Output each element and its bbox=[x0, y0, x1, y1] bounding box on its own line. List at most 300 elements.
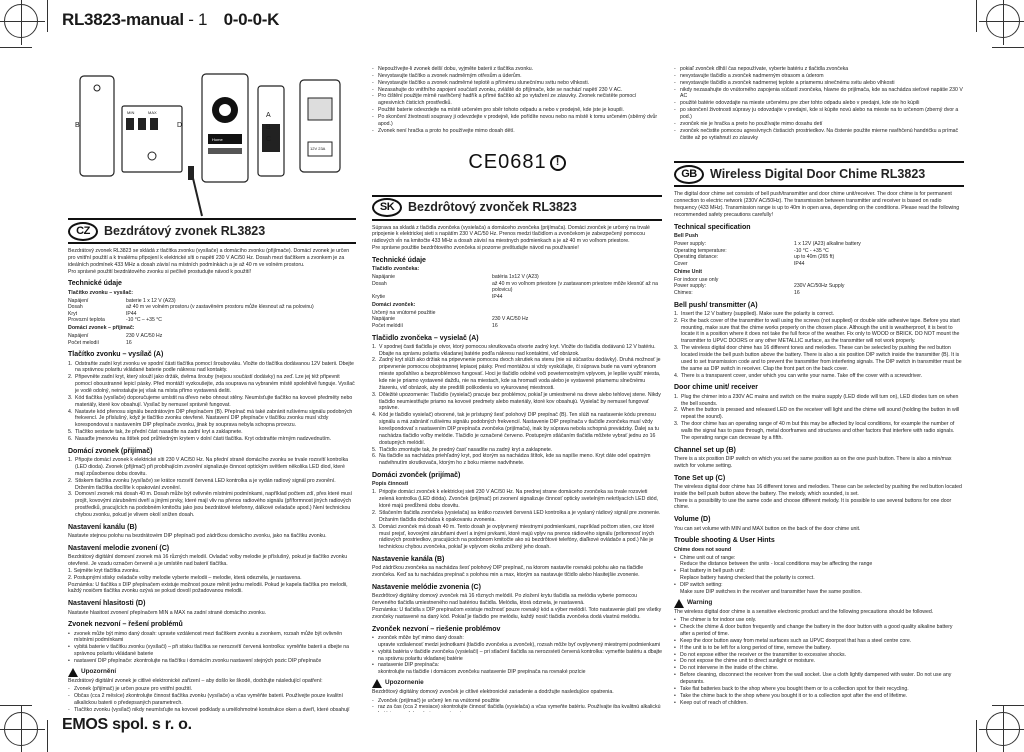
spec-value: baterie 1 x 12 V (A23) bbox=[126, 297, 176, 304]
sk-warn-title: Upozornenie bbox=[385, 679, 424, 687]
spec-key: Kryt bbox=[68, 310, 78, 317]
list-item bbox=[372, 80, 662, 87]
list-item bbox=[372, 128, 662, 135]
gb-intro: The digital door chime set consists of bell push/transmitter and door chime unit/receiver. The door chime is for permanent connection to electric network (230V AC/50Hz). The transmission between transmitter and receiver is based on radio frequency (433 MHz). Transmission range is up to 40m in open area, depending on the conditions. Please read the following recommended safety precautions carefully! bbox=[674, 191, 960, 219]
list-item-text: Nevystavujte tlačítko a zvonek nadměrné teplotě a přímému slunečnímu svitu nebo vlhkosti. bbox=[378, 79, 590, 86]
list-item bbox=[372, 107, 662, 114]
fig-label-b-left: B bbox=[75, 122, 80, 129]
list-item bbox=[674, 686, 964, 693]
list-item-text: nikdy nezasahujte do vnútorného zapojenia súčastí zvončeka, hlavne do prijímača, kde sa nachádza sieťové napätie 230 V AC bbox=[680, 86, 963, 100]
fig-label-b-right: B bbox=[266, 124, 271, 131]
cz-warning-heading bbox=[68, 668, 356, 677]
fig-label-c: C bbox=[266, 136, 272, 143]
fig-label-min: MIN bbox=[127, 110, 135, 115]
gb-title-bar bbox=[674, 161, 964, 187]
list-item-text: Po skončení životnosti soupravy ji odevzdejte v prodejně, kde pořídíte novou nebo na místě k tomu určeném (sběrný dvůr apod.) bbox=[378, 114, 658, 127]
list-item bbox=[372, 447, 662, 454]
spec-key: Napájení bbox=[68, 297, 89, 304]
cz-s3-title: Nastavení kanálu (B) bbox=[68, 523, 137, 531]
list-number: 3. bbox=[372, 391, 377, 398]
list-item bbox=[372, 453, 662, 467]
list-item-text: po skončení životnosti súpravy ju odovzdajte v predajni, kde si kúpite novú alebo na mieste na to určenom (zberný dvor a pod.) bbox=[680, 107, 959, 121]
gb-s6-sub: Chime does not sound bbox=[674, 546, 732, 553]
list-item-text: Do not expose the chime unit to direct sunlight or moisture. bbox=[680, 658, 816, 665]
list-number: 2. bbox=[674, 317, 679, 324]
gb-warn-list bbox=[674, 617, 964, 706]
cz-warn-list bbox=[68, 686, 356, 712]
list-item-text: použité batérie odovzdajte na mieste určenému pre zber tohto odpadu alebo v predajni, kde ste ho kúpili bbox=[680, 100, 920, 107]
sk-column bbox=[372, 66, 662, 712]
doc-code: RL3823-manual bbox=[62, 10, 184, 29]
list-item bbox=[68, 409, 356, 430]
warning-icon bbox=[68, 668, 78, 677]
list-number: 1. bbox=[68, 457, 73, 464]
crop-mark bbox=[0, 47, 32, 48]
spec-value: až 40 m ve volném prostoru (v zastavěném prostoru může klesnout až na polovinu) bbox=[126, 304, 314, 311]
list-number: 3. bbox=[372, 523, 377, 530]
gb-warn-title: Warning bbox=[687, 599, 713, 607]
list-item-text: Nasaďte jmenovku na štítek pod průhledným krytem v dolní části tlačítka. Kryt odstraňte mírným nadzvednutím. bbox=[75, 435, 332, 442]
cz-s6-list bbox=[68, 631, 356, 665]
cz-title-bar bbox=[68, 218, 356, 244]
list-item-text: zvonček nie je hračka a preto ho používajte mimo dosahu detí bbox=[680, 120, 823, 127]
list-item-text: Na tlačidle sa nachádza priehľadný kryt, pod ktorým sa nachádza štítok, kde sa napíše meno. Kryt dáte odel opatrným nadvihnutím skrutkovača, ktorým ho z boku mierne nadvihnete. bbox=[379, 453, 651, 467]
cz-chime-spec bbox=[68, 333, 356, 346]
list-item bbox=[674, 652, 964, 659]
list-item bbox=[674, 555, 964, 569]
list-item bbox=[372, 93, 662, 107]
list-number: 1. bbox=[68, 360, 73, 367]
list-number: 5. bbox=[68, 429, 73, 436]
list-item bbox=[674, 87, 964, 101]
spec-key: Počet melodií bbox=[68, 339, 99, 346]
sk-warn-list-continued bbox=[674, 66, 964, 141]
spec-key: Napájení bbox=[68, 333, 89, 340]
list-item bbox=[68, 374, 356, 395]
list-number: 3. bbox=[674, 345, 679, 352]
list-item bbox=[674, 73, 964, 80]
gb-s2-list bbox=[674, 394, 964, 442]
gb-s5-title: Volume (D) bbox=[674, 516, 711, 524]
spec-key: Power supply: bbox=[674, 283, 706, 290]
list-number: 2. bbox=[372, 357, 377, 364]
list-item bbox=[674, 624, 964, 638]
gb-s6-list bbox=[674, 555, 964, 596]
list-item-text: Pripojte domáci zvonček k elektrickej sieti 230 V AC/50 Hz. Na prednej strane domáceho zvončeka sa trvale rozsvieti zelená kontrolka (LED dióda). Zvonček (prijímač) pri zvonení signalizuje činnosť opticky svetelným nekrtlyacích LED diód, ktoré majú predĺženú dobu dosvitu. bbox=[379, 489, 659, 510]
gb-s3-text: There is a six position DIP switch on which you set the same position as on the one push button. There is also a min/max switch for volume setting. bbox=[674, 455, 952, 469]
registration-mark-icon bbox=[4, 4, 38, 38]
list-number: 2. bbox=[68, 477, 73, 484]
gb-column bbox=[674, 66, 964, 712]
registration-mark-icon bbox=[986, 712, 1020, 746]
list-item-text: When the button is pressed and released LED on the receiver will light and the chime will sound (holding the button in will repeat the sound). bbox=[681, 407, 960, 421]
list-number: 5. bbox=[372, 446, 377, 453]
spec-value: 16 bbox=[794, 290, 800, 296]
list-item bbox=[674, 582, 964, 596]
cz-s3-text: Nastavte stejnou polohu na bezdrátovém DIP přepínači pod zádrčkou domácího zvonku, jako na tlačítku zvonku. bbox=[68, 533, 327, 540]
gb-chime-spec bbox=[674, 283, 964, 296]
list-number: 2. bbox=[68, 374, 73, 381]
sk-s1-list bbox=[372, 344, 662, 467]
list-item bbox=[68, 361, 356, 375]
sk-button-spec bbox=[372, 274, 662, 300]
sk-s4-text: Bezdrôtový digitálny domový zvonček má 16 rôznych melódií. Po zložení krytu tlačidla sa melódia vyberie pomocou červeného tlačidla umiestneného nad batériou tlačidla. Melódia, ktorá odznela, je nastavená. Poznámka: U tlačidla s DIP prepínačom existuje možnosť pouze rovnaký kód a výber melódií. Toto nastavenie platí pre všetky zvončeky nastavené na daný kód. Pokiaľ je tlačidlo pre melódiu, každý nosič tlačidla zvončeka dodá vlastnú melódiu. bbox=[372, 593, 662, 620]
list-item bbox=[372, 489, 662, 510]
list-item bbox=[68, 693, 356, 707]
list-item-text: vybitá batéria v tlačidle zvončeka (vysielači) – pri stlačení tlačidla sa nerozsvieti červená kontrolka: vymeňte batériu a dbajte na správnu polaritu vkladanej batérie bbox=[378, 648, 662, 662]
cz-warn-intro: Bezdrátový digitální zvonek je citlivé elektronické zařízení – aby došlo ke škodě, dodržujte následující opatření: bbox=[68, 677, 323, 684]
spec-key: Počet melódií bbox=[372, 322, 403, 329]
list-item-text: Stlačením tlačidla zvončeka (vysielača) sa krátko rozsvieti červená LED kontrolka a je vyslaný rádiový signál pre zvonenie. Držaním tlačidla dochádza k opakovaniu zvonenia. bbox=[379, 510, 661, 523]
list-item-text: Tlačítko sestavte tak, že přední část nasadíte na zadní kryt a zaklapnete. bbox=[75, 429, 243, 436]
spec-key: Chimes: bbox=[674, 290, 693, 296]
cz-warn-title: Upozornění bbox=[81, 668, 117, 676]
list-item-text: Insert the 12 V battery (supplied). Make sure the polarity is correct. bbox=[681, 310, 835, 317]
cz-s5-text: Nastavte hlasitost zvonení přepínačem MIN a MAX na zadní straně domácího zvonku. bbox=[68, 609, 267, 616]
crop-mark bbox=[47, 720, 48, 752]
list-item-text: raz za čas (cca 2 mesiace) skontrolujte činnosť tlačidla (vysielača) a včas vymeňte batériu. Používajte iba kvalitnú alkalickú bbox=[378, 704, 661, 711]
spec-key: Power supply: bbox=[674, 241, 706, 248]
gb-s6-title: Trouble shooting & User Hints bbox=[674, 537, 775, 545]
list-item bbox=[674, 100, 964, 107]
registration-mark-icon bbox=[4, 712, 38, 746]
list-item bbox=[68, 631, 356, 645]
list-number: 1. bbox=[674, 310, 679, 317]
page-number: 1 bbox=[198, 10, 208, 29]
doc-version: 0-0-0-K bbox=[223, 10, 280, 29]
cz-s4-title: Nastavení melodie zvonení (C) bbox=[68, 544, 170, 552]
gb-s1-title: Bell push/ transmitter (A) bbox=[674, 301, 758, 309]
fig-label-brand: Home bbox=[212, 137, 223, 142]
spec-value: IP44 bbox=[794, 260, 805, 267]
fig-label-d: D bbox=[177, 122, 183, 129]
list-number: 2. bbox=[372, 510, 377, 516]
list-item-text: Odstraňte zadní kryt zvonku ve spodní části tlačítka pomocí šroubováku. Vložte do tlačítka dodávanou 12V baterii. Dbejte na správnou polaritu vkládané baterie podle nákresu nad kontakty. bbox=[75, 360, 354, 374]
fig-label-a: A bbox=[266, 112, 271, 119]
list-item bbox=[674, 345, 964, 372]
list-item-text: Keep out of reach of children. bbox=[680, 699, 748, 706]
list-item bbox=[674, 568, 964, 582]
list-item-text: Fix the back cover of the transmitter to wall using the screws (not supplied) or double side adhesive tape. Before you start mounting, make sure that the chime works properly on the chosen place. Although the unit is weatherproof, it is best to locate it in a position where it does not take the full force of the weather. Fix only to WOOD or BRICK. DO NOT mount the transmitter to UPVC DOORS or any other METALLIC surface, as the transmitter will not work properly. bbox=[681, 317, 960, 345]
list-item bbox=[68, 644, 356, 658]
sk-title-bar bbox=[372, 195, 662, 221]
fig-label-battery: 12V 23A bbox=[310, 146, 326, 151]
cz-button-spec bbox=[68, 298, 356, 324]
cz-intro: Bezdrátový zvonek RL3823 se skládá z tlačítka zvonku (vysílače) a domácího zvonku (přijímače). Domácí zvonek je určen pro vnitřní použití a k trvalému připojení k elektrické síti o napětí 230 V AC/50 Hz. Dosah mezi tlačítkem a zvonkem je za ideálních podmínek 433 MHz a dosah závisí na místních podmínkách a je až 40 m ve volném prostoru. Pro správné použití bezdrátového zvonku si pečlivě prostudujte návod k použití! bbox=[68, 248, 350, 275]
spec-value: 1 x 12V (A23) alkaline battery bbox=[794, 241, 861, 248]
spec-key: Cover bbox=[674, 260, 688, 267]
list-item bbox=[372, 392, 662, 413]
list-item-text: There is a transparent cover, under which you can write your name. Take off the cover with a screwdriver. bbox=[681, 372, 923, 379]
list-item-text: Nevystavujte tlačítko a zvonek nadměrným otřesům a úderům. bbox=[378, 72, 522, 79]
list-item-text: Zvonček (prijímač) je určený len na vnútorné použitie bbox=[378, 697, 500, 704]
list-item-text: Stiskem tlačítka zvonku (vysílače) se krátce rozsvítí červená LED kontrolka a je vydán radiový signál pro zvonění. Držením tlačítka docílíte k opakování zvonění. bbox=[75, 477, 336, 491]
list-item bbox=[674, 80, 964, 87]
gb-s4-text: The wireless digital door chime has 16 different tones and melodies. These can be selected by pushing the red button located inside the bell push button above the battery. The melody, which sounded, is set. There is a possibility to use the same code and choose different melody. It is possible to use several buttons for one door chime. bbox=[674, 483, 962, 511]
registration-mark-icon bbox=[986, 4, 1020, 38]
list-item-text: Zadný kryt slúži ako držiak na pripevnenie pomocou dvoch skrutiek na stenu (nie sú súčasťou dodávky). Druhá možnosť je pripevnenie pomocou obojstrannej lepiacej pásky. Pred montážou si vždy vyskúšajte, či súprava bude na vami vybranom mieste spoľahlivo a bezproblémovo fungovať. Hoci je tlačidlo odolné voči poveternostným vplyvom, je lepšie využiť miesta, kde nie je priamo vystavené dažďu, nie na miestach, kde sa hromadí voda alebo je vystavené priamemu slnečnému žiareniu, viď obrázok, aby ste predišli poškodeniu vo vykurovanej miestnosti. bbox=[379, 357, 661, 391]
list-item bbox=[372, 412, 662, 446]
list-item bbox=[674, 617, 964, 624]
list-item bbox=[674, 373, 964, 380]
list-item bbox=[674, 407, 964, 421]
list-item bbox=[674, 672, 964, 686]
sk-title: Bezdrôtový zvonček RL3823 bbox=[408, 200, 577, 215]
sk-s3-title: Nastavenie kanála (B) bbox=[372, 556, 445, 564]
list-item-text: Flat battery in bell push unit: Replace battery having checked that the polarity is correct. bbox=[680, 568, 815, 582]
list-item bbox=[372, 344, 662, 358]
spec-value: IP44 bbox=[492, 294, 503, 301]
list-item-text: Plug the chimer into a 230V AC mains and switch on the mains supply (LED diode will turn on), LED diodes turn on when the bell sounds. bbox=[681, 393, 959, 407]
sk-tech-title: Technické údaje bbox=[372, 257, 426, 265]
crop-mark bbox=[976, 720, 977, 752]
sk-warn-intro: Bezdrôtový digitálny domový zvonček je citlivé elektronické zariadenie a dodržujte nasledujúce opatrenia. bbox=[372, 689, 614, 696]
list-item bbox=[674, 693, 964, 700]
list-item-text: Take flat batteries back to the shop where you bought them or to a collection spot for their recycling. bbox=[680, 685, 909, 692]
list-item-text: Do not expose either the receiver or the transmitter to excessive shocks. bbox=[680, 651, 847, 658]
list-item bbox=[674, 311, 964, 318]
list-item bbox=[674, 128, 964, 142]
spec-value: 230 V AC/50 Hz bbox=[492, 316, 529, 323]
list-item-text: Kód je tlačidlo vysielač) otvorené, tak je prístupný šesť polohový DIP prepínač (B). Ten slúži na nastavenie kódu prenosu signálu a má zabrániť rušivému signálu podobných frekvencií. Nastavenie DIP prepínača v tlačidle zvončeka musí vždy korešpondovať s nastavením DIP prepínača zvončeka (prijímača), inak by súprava nebola schopná prevádzky. Ďalej sa tu nachádza tlačidlo voľby melódie. Tlačidlo je označené červeno. Postupným stláčaním tlačidla môžete vybrať jednu zo 16 dostupných melódií. bbox=[379, 412, 660, 446]
list-item-text: Použité baterie odevzdejte na místě určeném pro sběr tohoto odpadu a nebo v prodejně, kde jste je koupili. bbox=[378, 107, 624, 114]
sk-badge: SK bbox=[372, 198, 402, 217]
spec-key: Provozní teplota bbox=[68, 317, 105, 324]
sk-chime-sub: Domáci zvonček: bbox=[372, 301, 416, 308]
list-item-text: V spodnej časti tlačidla je otvor, ktorý pomocou skrutkovača otvorte zadný kryt. Vložte do tlačidla dodávanú 12 V batériu. Dbajte na správnu polaritu vkladanej batérie podľa nákresu nad kontaktmi, viď obrázok. bbox=[379, 343, 656, 357]
gb-badge: GB bbox=[674, 165, 704, 184]
spec-value bbox=[492, 310, 662, 317]
spec-key: Napájanie bbox=[372, 316, 395, 323]
list-item-text: Občas (cca 2 měsíce) zkontrolujte činnost tlačítka zvonku (vysílače) a včas vyměňte baterii. Používejte pouze kvalitní alkalickou baterii o předepsaných parametrech. bbox=[74, 693, 344, 707]
list-item-text: Připojte domácí zvonek k elektrické síti 230 V AC/50 Hz. Na přední straně domácího zvonku se trvale rozsvítí kontrolka (LED dioda). Zvonek (přijímač) při probíhajícím zvonění signalizuje činnost optickým světlem několika LED diod, které mají způsobenou dobu dosvitu. bbox=[75, 457, 349, 477]
list-item-text: Pro čištění použijte mírně navlhčený hadřík a přímé tlačítko až po vytažení ze zásuvky. Zvonek nečistěte pomocí agresivních čisticích prostředků. bbox=[378, 93, 637, 107]
spec-value: batéria 1x12 V (A23) bbox=[492, 274, 539, 281]
gb-s2-title: Door chime unit/ receiver bbox=[674, 384, 759, 392]
list-item bbox=[372, 704, 662, 712]
list-item-text: Dôležité upozornenie: Tlačidlo (vysielač) pracuje bez problémov, pokiaľ je umiestnené na dreve alebo tehlovej stene. Nikdy tlačidlo neumiestňujte priamo na kovové predmety alebo materiály, ktoré kov obsahujú. Vysielač by nemusel fungovať správne. bbox=[379, 391, 661, 412]
list-item-text: nevystavujte tlačidlo a zvonček nadmerným otrasom a úderom bbox=[680, 72, 824, 79]
gb-tech-title: Technical specification bbox=[674, 223, 751, 231]
spec-value: -10 °C - +35 °C bbox=[794, 247, 829, 254]
cz-s2-title: Domácí zvonek (přijímač) bbox=[68, 447, 153, 455]
spec-key: Napájanie bbox=[372, 274, 395, 281]
cz-badge: CZ bbox=[68, 222, 98, 241]
list-item bbox=[674, 66, 964, 73]
company-name: EMOS spol. s r. o. bbox=[62, 716, 192, 733]
list-number: 4. bbox=[674, 372, 679, 379]
spec-key: Určený na vnútorné použitie bbox=[372, 309, 436, 316]
warning-icon bbox=[372, 679, 382, 688]
sk-s5-title: Zvonček nezvoní – riešenie problémov bbox=[372, 625, 501, 633]
cz-button-sub: Tlačítko zvonku – vysílač: bbox=[68, 289, 134, 296]
list-item-text: Nepoužívejte-li zvonek delší dobu, vyjměte baterii z tlačítka zvonku. bbox=[378, 66, 534, 72]
sk-s2-sub: Popis činnosti bbox=[372, 481, 409, 488]
spec-value: 16 bbox=[492, 322, 498, 329]
sk-s2-title: Domáci zvonček (prijímač) bbox=[372, 472, 461, 480]
gb-chime-note: For indoor use only bbox=[674, 276, 719, 283]
cz-s6-title: Zvonek nezvoní – řešení problémů bbox=[68, 621, 183, 629]
list-item bbox=[372, 114, 662, 128]
list-item bbox=[372, 87, 662, 94]
cz-s2-list bbox=[68, 457, 356, 519]
list-item bbox=[674, 107, 964, 121]
sk-button-sub: Tlačidlo zvončeka: bbox=[372, 266, 420, 273]
sk-s3-text: Pod zádrčkou zvončeka sa nachádza šesť polohový DIP prepínač, na ktorom nastavíte rovnakú polohu ako na tlačidle zvončeka. Keď sa tu nachádza prepínač s polohou min a max, ktorým sa nastavuje tlčidlo alebo hlasitejšie zvonenie. bbox=[372, 565, 644, 579]
list-item-text: Check the chime & door button frequently and change the battery in the door button with a good quality alkaline battery after a period of time. bbox=[680, 624, 953, 637]
list-item bbox=[674, 700, 964, 707]
list-number: 4. bbox=[372, 412, 377, 419]
ce-mark: CE0681 bbox=[468, 151, 547, 174]
crop-mark bbox=[992, 47, 1024, 48]
list-item bbox=[372, 698, 662, 705]
list-item bbox=[68, 658, 356, 665]
cz-s1-list bbox=[68, 361, 356, 443]
crop-mark bbox=[992, 705, 1024, 706]
alert-circle-icon: ! bbox=[550, 155, 566, 171]
list-item bbox=[372, 662, 662, 676]
cz-column bbox=[68, 218, 356, 712]
list-item bbox=[372, 649, 662, 663]
list-item bbox=[674, 318, 964, 345]
list-item bbox=[68, 686, 356, 693]
spec-value: -10 °C – +35 °C bbox=[126, 317, 162, 324]
list-number: 1. bbox=[674, 393, 679, 400]
list-item-text: Tlačidlo zmontujte tak, že predný časť nasadíte na zadný kryt a zaklapnete. bbox=[379, 446, 553, 453]
list-item-text: Keep the door button away from metal surfaces such as UPVC doorpost that has a steel centre core. bbox=[680, 637, 912, 644]
sk-intro: Súprava sa skladá z tlačidla zvončeka (vysielača) a domáceho zvončeka (prijímača). Domáci zvonček je určený na trvalé pripojenie k elektrickej sieti s napätím 230 V AC/50 Hz. Prenos medzi tlačidlom a zvončekom je zabezpečený pomocou rádiových vĺn na kmitočte 433 MHz a dosah závisí na miestnych podmienkach a je až 40 m vo voľnom priestore. Pre správne použitie bezdrôtového zvončeka si pozorne preštudujte návod na používanie! bbox=[372, 224, 650, 252]
gb-bell-sub: Bell Push bbox=[674, 233, 699, 240]
list-item bbox=[372, 66, 662, 73]
list-number: 2. bbox=[674, 407, 679, 414]
spec-value: IP44 bbox=[126, 310, 137, 317]
ce-mark-area bbox=[372, 141, 662, 185]
list-item-text: Nezasahujte do vnitřního zapojení součástí zvonku, zvláště do přijímače, kde se nachází napětí 230 V AC. bbox=[378, 86, 623, 93]
list-item-text: Zvonek není hračka a proto ho používejte mimo dosah dětí. bbox=[378, 127, 515, 134]
list-item-text: The wireless digital door chime has 16 different tones and melodies. These can be selected by pushing the red button located inside the bell push button above the battery. There is also a six position DIP switch inside the transmitter (B). It is used to set transmission code and to prevent the transmitter from interfering signals. The DIP switch in transmitter must be the same as DIP switch in receiver. Clap the front part on the back cover. bbox=[681, 345, 962, 372]
list-item-text: zvonek může být mimo daný dosah: upravte vzdálenost mezi tlačítkem zvonku a zvonkem, rozsah může být ovlivněn místními podmínkami bbox=[74, 630, 343, 644]
crop-mark bbox=[47, 0, 48, 32]
list-item-text: The chimer is for indoor use only. bbox=[680, 617, 757, 624]
gb-s4-title: Tone Set up (C) bbox=[674, 474, 726, 482]
cz-warn-list-continued bbox=[372, 66, 662, 135]
list-item bbox=[68, 457, 356, 478]
spec-key: Dosah bbox=[372, 280, 387, 287]
list-item-text: nevystavujte tlačidlo a zvonček nadmernej teplote a priamemu slnečnému svitu alebo vlhkosti bbox=[680, 79, 895, 86]
list-item-text: Nastavte kód přenosu signálu bezdrátovým DIP přepínačem (B). Přepínač má také zabránit rušivému signálu podobných frekvencí. Je příslušný, když je tlačítko zvonku otevřené. Nastavení DIP přepínače v tlačítku zvonku musí vždy korespondovat s nastavením DIP přepínače zvonku, jinak by souprava nebyla schopna provozu. bbox=[75, 408, 353, 429]
list-item bbox=[674, 394, 964, 408]
doc-header bbox=[62, 10, 279, 30]
cz-chime-sub: Domácí zvonek – přijímač: bbox=[68, 325, 135, 332]
cz-s1-title: Tlačítko zvonku – vysílač (A) bbox=[68, 351, 164, 359]
product-illustration bbox=[62, 66, 362, 220]
crop-mark bbox=[976, 0, 977, 32]
list-item-text: Do not intervene in the inside of the chime. bbox=[680, 665, 779, 672]
list-item-text: pokiaľ zvonček dlhší čas nepoužívate, vyberte batériu z tlačidla zvončeka bbox=[680, 66, 849, 72]
list-item bbox=[68, 436, 356, 443]
spec-key: Operating distance: bbox=[674, 254, 719, 261]
list-item-text: Tlačítko zvonku (vysílač) nikdy neumísťujte na kovové podklady a umělohmotné konstrukce oken a dveří, které obsahují bbox=[74, 706, 350, 712]
cz-s5-title: Nastavení hlasitosti (D) bbox=[68, 600, 146, 608]
gb-bell-spec bbox=[674, 241, 964, 267]
list-item-text: zvonček môže byť mimo daný dosah: upravte vzdialenosť medzi jednotkami (tlačidlo zvončeka a zvonček), rozsah môže byť ovplyvnený miestnymi podmienkami bbox=[378, 635, 661, 648]
header-separator: - bbox=[188, 10, 194, 29]
list-number: 3. bbox=[68, 394, 73, 401]
list-item-text: nastavení DIP přepínače: zkontrolujte na tlačítku i domácím zvonku nastavení stejných pozic DIP přepínače bbox=[74, 658, 322, 665]
list-item-text: Domovní zvonek má dosah 40 m. Dosah může být ovlivněn místními podmínkami, například počtem zdí, přes které musí projít, kovovými zárubněmi dveří a jinými prvky, které mají vliv na přenos radiového signálu (příformnost jiných radiových prostředků, pracujících na podobném kmitočtu jako jsou bezdrátové telefonny, dálkové ovladače apod.) Není technickou chybou zvonku, pokud je vlivem okolí snížen dosah. bbox=[75, 491, 353, 518]
list-item-text: Domáci zvonček má dosah 40 m. Tento dosah je ovplyvnený miestnymi podmienkami, napríklad počtom stien, cez ktoré musí prejsť, kovovými zárubňami dverí a inými prvkami, ktoré majú vplyv na prenos rádiového signálu (prítomnosť iných rádiových prostriedkov, pracujúcich na podobnom kmitočte ako sú bezdrôtové telefóny, diaľkové ovládače a pod.) Nie je technickou chybou zvončeka, pokiaľ je vplyvom okolia znížený jeho dosah. bbox=[379, 523, 655, 551]
spec-value: až 40 m vo voľnom priestore (v zastavanom priestore môže klesnúť až na polovicu) bbox=[492, 280, 658, 294]
list-item-text: vybitá baterie v tlačítku zvonku (vysílači) – při stisku tlačítka se nerozsvítí červená kontrolka: vyměňte baterii a dbejte na správnou polaritu vkládané baterie bbox=[74, 644, 350, 658]
list-number: 4. bbox=[68, 408, 73, 415]
gb-warn-intro: The wireless digital door chime is a sensitive electronic product and the following precautions should be followed. bbox=[674, 608, 934, 615]
list-number: 6. bbox=[68, 435, 73, 442]
list-item bbox=[674, 638, 964, 645]
list-number: 1. bbox=[372, 489, 377, 496]
cz-title: Bezdrátový zvonek RL3823 bbox=[104, 223, 266, 238]
list-item-text: zvonček nečistite pomocou agresívnych čistiacich prostriedkov. Na čistenie použite mierne navlhčenú handričku a prímač čistite až po vytiahnutí zo zásuvky bbox=[680, 127, 959, 141]
list-item bbox=[674, 665, 964, 672]
list-item bbox=[674, 658, 964, 665]
list-item bbox=[68, 491, 356, 518]
list-item bbox=[372, 524, 662, 551]
spec-value: 16 bbox=[126, 339, 132, 346]
list-item bbox=[372, 510, 662, 524]
sk-s5-list bbox=[372, 635, 662, 676]
list-item bbox=[674, 645, 964, 652]
list-item bbox=[68, 707, 356, 712]
list-number: 3. bbox=[674, 421, 679, 428]
crop-mark bbox=[0, 705, 32, 706]
gb-s3-title: Channel set up (B) bbox=[674, 446, 736, 454]
list-item-text: Take the chime back to the shop where you bought it or to a collection spot after the end of lifetime. bbox=[680, 692, 908, 699]
gb-warning-heading bbox=[674, 599, 964, 608]
spec-key: Operating temperature: bbox=[674, 247, 727, 254]
list-item-text: DIP switch setting: Make sure DIP switches in the receiver and transmitter have the same position. bbox=[680, 582, 862, 595]
gb-title: Wireless Digital Door Chime RL3823 bbox=[710, 167, 926, 182]
list-item-text: If the unit is to be left for a long period of time, remove the battery. bbox=[680, 644, 831, 651]
gb-s5-text: You can set volume with MIN and MAX button on the back of the door chime unit. bbox=[674, 525, 861, 532]
list-item-text: The door chime has an operating range of 40 m but this may be affected by local conditions, for example the number of walls the signal has to pass through, metal doorframes and structures and other factors that interfere with radio signals. The operating range can decrease by a fifth. bbox=[681, 421, 955, 441]
list-item bbox=[674, 121, 964, 128]
sk-s4-title: Nastavenie melódie zvonenia (C) bbox=[372, 584, 481, 592]
list-item bbox=[68, 395, 356, 409]
spec-value: 230V AC/50Hz Supply bbox=[794, 283, 845, 290]
spec-value: 230 V AC/50 Hz bbox=[126, 333, 163, 340]
list-number: 6. bbox=[372, 453, 377, 460]
sk-s1-title: Tlačidlo zvončeka – vysielač (A) bbox=[372, 334, 479, 342]
cz-tech-title: Technické údaje bbox=[68, 280, 122, 288]
list-item-text: Chime unit out of range: Reduce the distance between the units - local conditions may be affecting the range bbox=[680, 554, 873, 568]
list-item bbox=[372, 357, 662, 391]
sk-warning-heading bbox=[372, 679, 662, 688]
spec-key: Krytie bbox=[372, 294, 386, 301]
sk-warn-list bbox=[372, 698, 662, 712]
list-item-text: Before cleaning, disconnect the receiver from the wall socket. Use a cloth lightly dampened with water. Do not use any depurants. bbox=[680, 672, 952, 685]
list-item-text: Připevněte zadní kryt, který slouží jako držák, dvěma šrouby (nejsou součástí dodávky) na zeď. Lze jej též připevnit pomocí oboustranné lepicí pásky. Před montáží vyzkoušejte, zda souprava na vybraném místě spolehlivě funguje. Vysílač je vodě odolný, neinstalujte jej však na místa přímo vystavená dešti. bbox=[75, 374, 355, 394]
list-item bbox=[68, 429, 356, 436]
gb-chime-sub: Chime Unit bbox=[674, 268, 702, 275]
list-number: 3. bbox=[68, 491, 73, 498]
list-item-text: nastavenie DIP prepínača: skontrolujte na tlačidle i domácom zvončeku nastavenie DIP prepínača na rovnaké pozície bbox=[378, 662, 586, 676]
list-item bbox=[68, 478, 356, 492]
list-item-text: Zvonek (přijímač) je určen pouze pro vnitřní použití. bbox=[74, 686, 193, 693]
list-item bbox=[372, 635, 662, 649]
cz-s4-text: Bezdrátový digitální domovní zvonek má 16 různých melodií. Ovladač volby melodie je příslušný, pokud je tlačítko zvonku otevřené. Je vzadu označen červeně a je umístěn nad baterií tlačítka. 1. Sejměte kryt tlačítka zvonku. 2. Postupnými stisky ovladače volby melodie vyberte melodii – melodie, která odeznéla, je nastavena. Poznámka: U tlačítka s DIP přepínačem existuje možnost pouze měnit jednu melodii. Pokud je kapela tlačítka pro melodii, každý nosičem tlačítka zvonku ozývá se pokud dovolí požadovanou melodii. bbox=[68, 554, 348, 595]
sk-chime-spec bbox=[372, 310, 662, 330]
gb-s1-list bbox=[674, 311, 964, 380]
spec-key: Dosah bbox=[68, 304, 83, 311]
